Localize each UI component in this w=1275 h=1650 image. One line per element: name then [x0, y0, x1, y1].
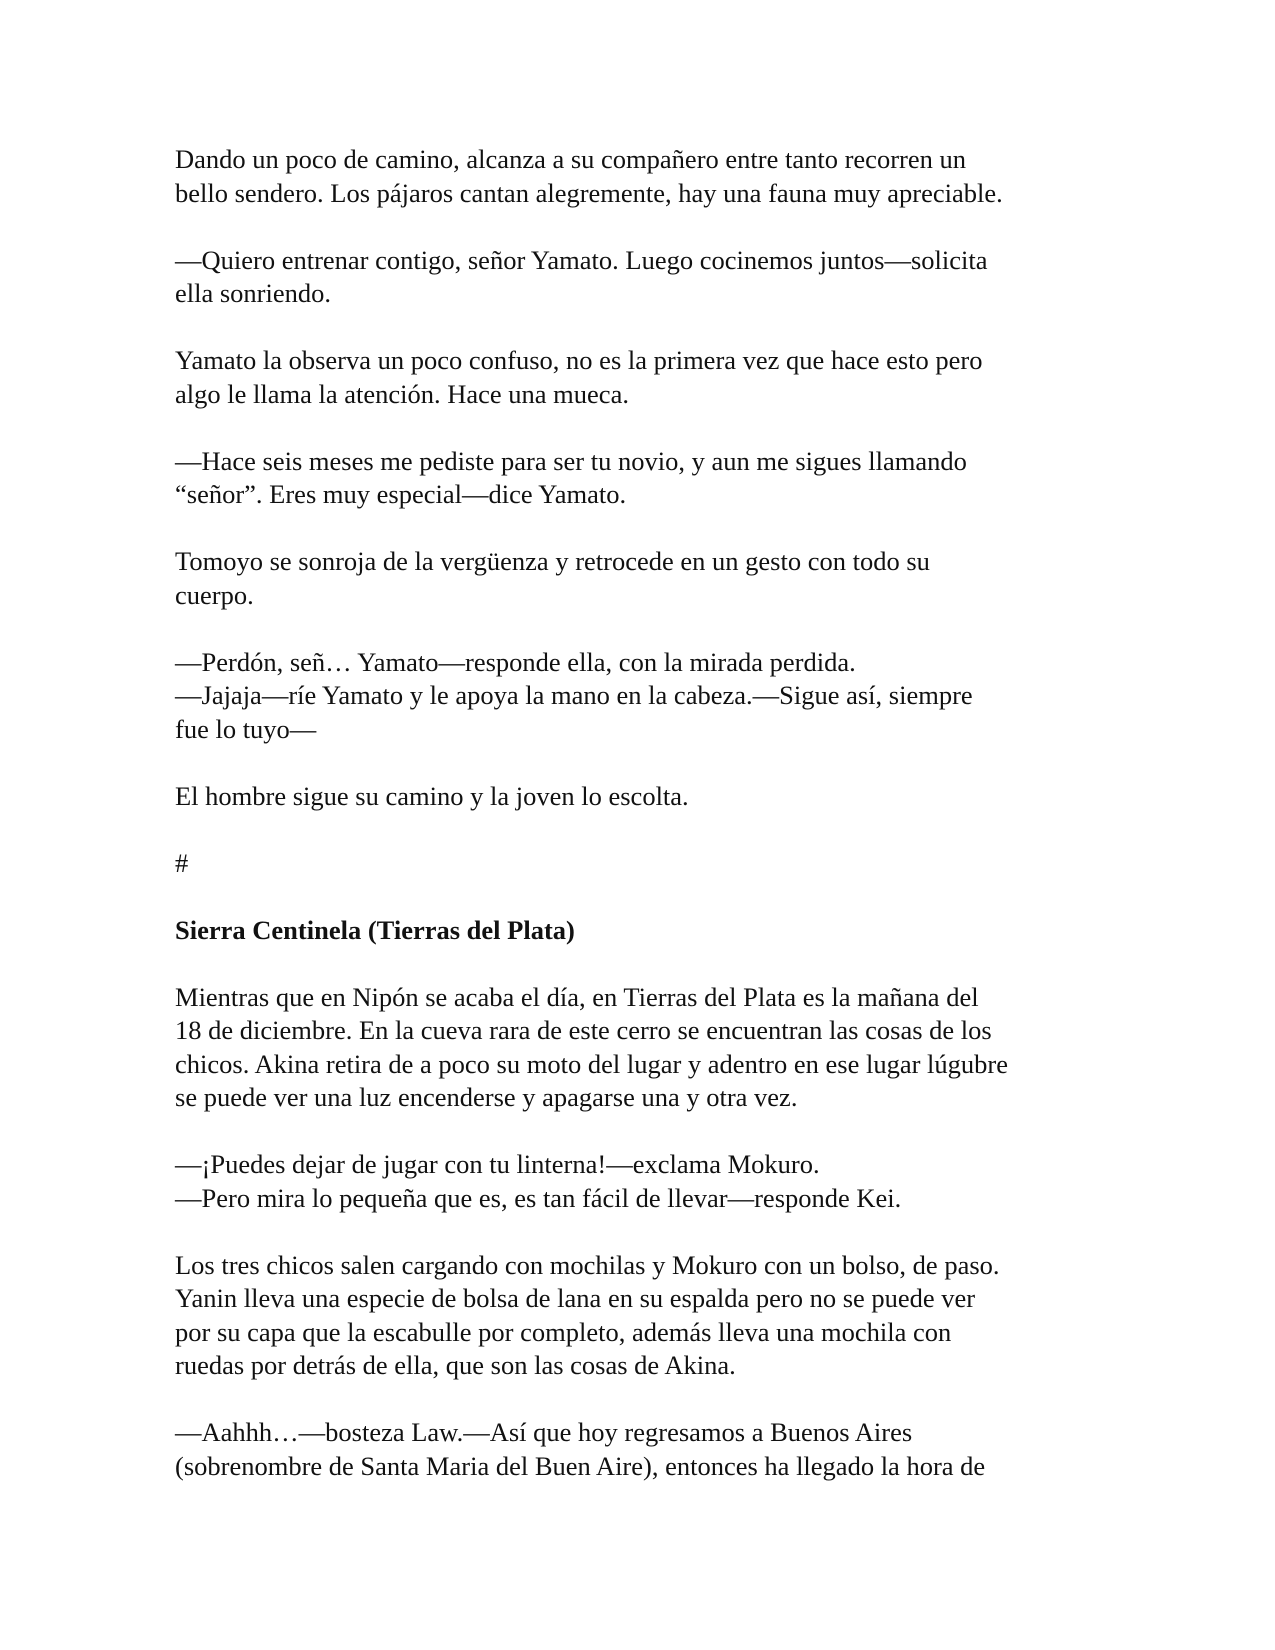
paragraph-11 — [175, 1182, 1095, 1216]
paragraph-1 — [175, 143, 1095, 210]
text-line: —Perdón, señ… Yamato—responde ella, con la mirada perdida. — [175, 646, 856, 677]
text-line: ella sonriendo. — [175, 278, 332, 308]
text-line: ruedas por detrás de ella, que son las cosas de Akina. — [175, 1350, 736, 1380]
section-heading: Sierra Centinela (Tierras del Plata) — [175, 914, 575, 945]
text-line: “señor”. Eres muy especial—dice Yamato. — [175, 479, 627, 509]
paragraph-2 — [175, 244, 1095, 311]
paragraph-12 — [175, 1249, 1095, 1383]
text-line: # — [175, 847, 189, 878]
paragraph-13 — [175, 1416, 1095, 1483]
paragraph-5 — [175, 545, 1095, 612]
text-line: algo le llama la atención. Hace una mueca. — [175, 378, 629, 409]
text-line: —¡Puedes dejar de jugar con tu linterna!—exclama Mokuro. — [175, 1149, 820, 1179]
paragraph-4 — [175, 445, 1095, 512]
paragraph-7 — [175, 679, 1095, 746]
text-line: chicos. Akina retira de a poco su moto del lugar y adentro en ese lugar lúgubre — [175, 1048, 1009, 1079]
text-line: —Quiero entrenar contigo, señor Yamato. Luego cocinemos juntos—solicita — [175, 244, 988, 275]
text-line: (sobrenombre de Santa Maria del Buen Aire), entonces ha llegado la hora de — [175, 1450, 986, 1481]
text-line: por su capa que la escabulle por completo, además lleva una mochila con — [175, 1316, 952, 1347]
text-line: El hombre sigue su camino y la joven lo escolta. — [175, 780, 689, 811]
text-line: —Aahhh…—bosteza Law.—Así que hoy regresamos a Buenos Aires — [175, 1417, 913, 1447]
text-line: Dando un poco de camino, alcanza a su compañero entre tanto recorren un — [175, 144, 966, 174]
text-line: fue lo tuyo— — [175, 713, 317, 744]
text-line: bello sendero. Los pájaros cantan alegremente, hay una fauna muy apreciable. — [175, 177, 1003, 208]
paragraph-10 — [175, 1148, 1095, 1182]
paragraph-9 — [175, 981, 1095, 1115]
paragraph-8 — [175, 780, 1095, 814]
paragraph-3 — [175, 344, 1095, 411]
paragraph-6 — [175, 646, 1095, 680]
text-line: —Pero mira lo pequeña que es, es tan fácil de llevar—responde Kei. — [175, 1182, 902, 1213]
text-line: 18 de diciembre. En la cueva rara de este cerro se encuentran las cosas de los — [175, 1015, 992, 1045]
text-line: —Jajaja—ríe Yamato y le apoya la mano en la cabeza.—Sigue así, siempre — [175, 680, 973, 710]
text-line: Yanin lleva una especie de bolsa de lana en su espalda pero no se puede ver — [175, 1283, 976, 1313]
text-line: cuerpo. — [175, 579, 254, 610]
text-line: Los tres chicos salen cargando con mochilas y Mokuro con un bolso, de paso. — [175, 1249, 1000, 1280]
document-page — [175, 143, 1095, 1483]
text-line: —Hace seis meses me pediste para ser tu novio, y aun me sigues llamando — [175, 445, 967, 476]
text-line: Yamato la observa un poco confuso, no es la primera vez que hace esto pero — [175, 345, 983, 375]
scene-break — [175, 847, 1095, 881]
text-line: se puede ver una luz encenderse y apagarse una y otra vez. — [175, 1082, 798, 1112]
text-line: Tomoyo se sonroja de la vergüenza y retrocede en un gesto con todo su — [175, 546, 930, 576]
text-line: Mientras que en Nipón se acaba el día, en Tierras del Plata es la mañana del — [175, 981, 979, 1012]
